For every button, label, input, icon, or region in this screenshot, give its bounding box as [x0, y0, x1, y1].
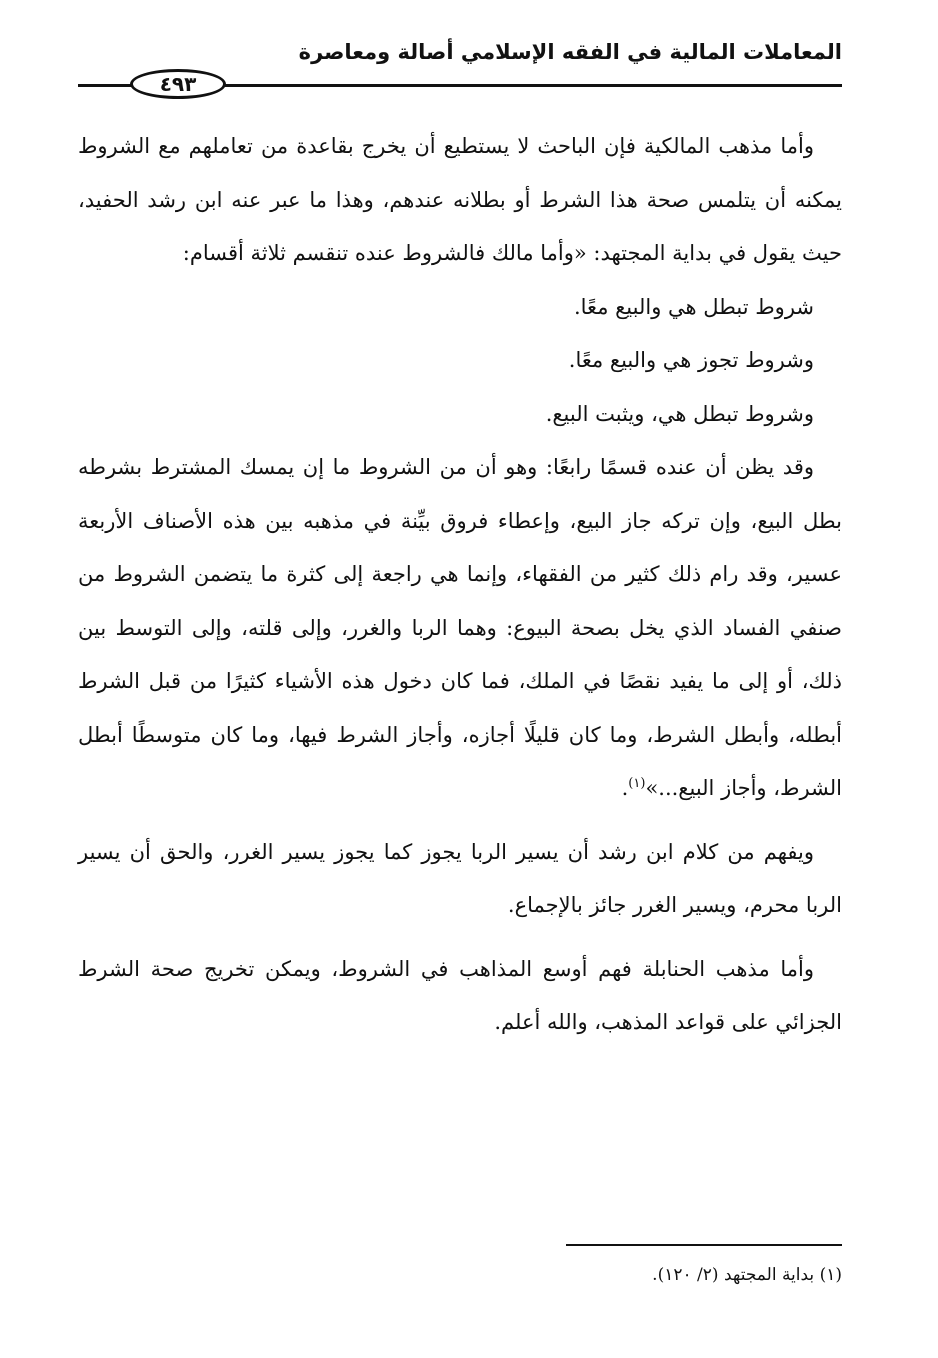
paragraph-fourth-category	[78, 441, 842, 816]
paragraph-ibn-rushd-comment: ويفهم من كلام ابن رشد أن يسير الربا يجوز كما يجوز يسير الغرر، والحق أن يسير الربا محرم، ويسير الغرر جائز بالإجماع.	[78, 839, 842, 917]
main-text	[78, 120, 842, 1050]
footnote	[98, 1262, 842, 1288]
footnote-text: بداية المجتهد (٢/ ١٢٠).	[652, 1265, 815, 1285]
footnote-rule	[566, 1244, 842, 1246]
list-item-condition-2: وشروط تجوز هي والبيع معًا.	[568, 348, 814, 372]
footnote-reference[interactable]: (١)	[628, 776, 646, 791]
running-title: المعاملات المالية في الفقه الإسلامي أصالة ومعاصرة	[298, 40, 842, 64]
footnote-marker: (١)	[819, 1265, 842, 1285]
paragraph-fourth-category-text: وقد يظن أن عنده قسمًا رابعًا: وهو أن من الشروط ما إن يمسك المشترط بشرطه بطل البيع، وإن تركه جاز البيع، وإعطاء فروق بيِّنة في مذهبه بين هذه الأصناف الأربعة عسير، وقد رام ذلك كثير من الفقهاء، وإنما هي راجعة إلى كثرة ما يتضمن الشروط من صنفي الفساد الذي يخل بصحة البيوع: وهما الربا والغرر، وإلى قلته، وإلى التوسط بين ذلك، أو إلى ما يفيد نقصًا في الملك، فما كان دخول هذه الأشياء كثيرًا من قبل الشرط أبطله، وأبطل الشرط، وما كان قليلًا أجازه، وأجاز الشرط فيها، وما كان متوسطًا أبطل الشرط، وأجاز البيع...»	[78, 455, 842, 800]
sentence-period: .	[621, 776, 629, 800]
list-item-condition-1: شروط تبطل هي والبيع معًا.	[573, 294, 814, 319]
paragraph-maliki-intro: وأما مذهب المالكية فإن الباحث لا يستطيع أن يخرج بقاعدة من تعاملهم مع الشروط يمكنه أن يتلمس صحة هذا الشرط أو بطلانه عندهم، وهذا ما عبر عنه ابن رشد الحفيد، حيث يقول في بداية المجتهد: «وأما مالك فالشروط عنده تنقسم ثلاثة أقسام:	[78, 134, 842, 265]
page-number: ٤٩٣	[130, 69, 226, 99]
paragraph-hanbali: وأما مذهب الحنابلة فهم أوسع المذاهب في الشروط، ويمكن تخريج صحة الشرط الجزائي على قواعد المذهب، والله أعلم.	[78, 956, 842, 1034]
list-item-condition-3: وشروط تبطل هي، ويثبت البيع.	[545, 401, 814, 426]
